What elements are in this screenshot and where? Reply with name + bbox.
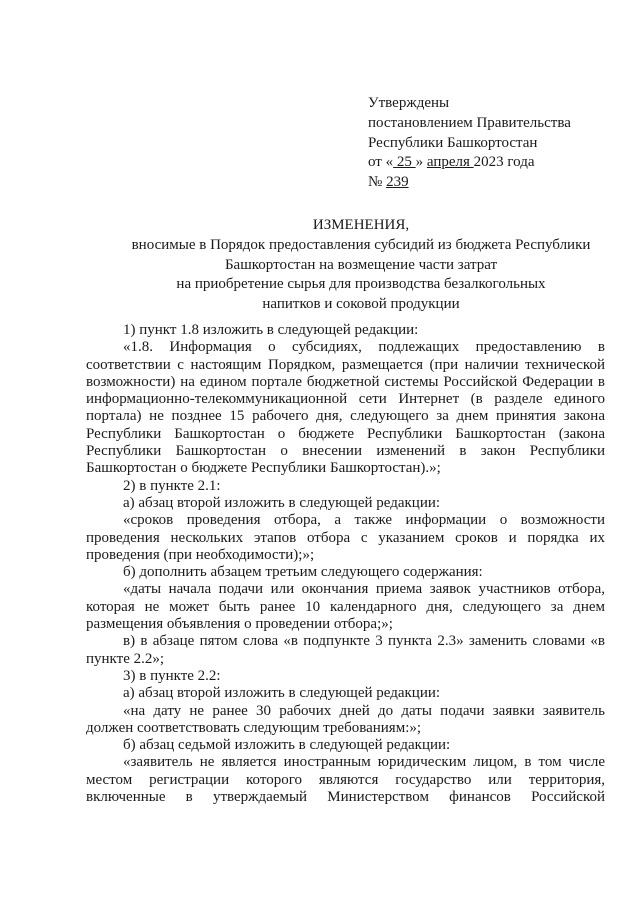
paragraph: 2) в пункте 2.1:	[123, 477, 221, 494]
republic-label: Республики Башкортостан	[368, 134, 538, 151]
date-mid: »	[415, 154, 427, 171]
paragraph: «даты начала подачи или окончания приема заявок участников отбора, которая не может быть ранее 10 календарного дня, следующего за днем размещения объявления о проведении отбора;»;	[86, 581, 605, 633]
document-body	[86, 322, 605, 806]
date-day: 25	[393, 154, 416, 171]
date-year: 2023 года	[473, 154, 535, 171]
document-title	[104, 216, 618, 315]
number-value: 239	[386, 174, 409, 191]
paragraph: «1.8. Информация о субсидиях, подлежащих предоставлению в соответствии с настоящим Порядком, размещается (при наличии технической возможности) на едином портале бюджетной системы Российской Федерации в информационно-телекоммуникационной сети Интернет (в разделе единого портала) не позднее 15 рабочего дня, следующего за днем принятия закона Республики Башкортостан о бюджете Республики Башкортостан (закона Республики Башкортостан о внесении изменений в закон Республики Башкортостан о бюджете Республики Башкортостан).»;	[86, 339, 605, 477]
title-heading: ИЗМЕНЕНИЯ,	[312, 217, 410, 233]
title-line-3: на приобретение сырья для производства безалкогольных	[176, 276, 546, 293]
approval-number	[368, 173, 571, 193]
approval-stamp	[368, 94, 571, 193]
approved-by-label: постановлением Правительства	[368, 114, 571, 131]
paragraph: б) абзац седьмой изложить в следующей редакции:	[123, 737, 451, 754]
title-line-2: Башкортостан на возмещение части затрат	[224, 256, 498, 273]
approved-label: Утверждены	[368, 95, 450, 111]
number-prefix: №	[368, 174, 387, 191]
paragraph: «на дату не ранее 30 рабочих дней до даты подачи заявки заявитель должен соответствовать следующим требованиям:»;	[86, 702, 605, 736]
date-prefix: от «	[368, 154, 394, 171]
date-month: апреля	[426, 154, 474, 171]
paragraph: 1) пункт 1.8 изложить в следующей редакции:	[123, 322, 419, 338]
paragraph: «заявитель не является иностранным юридическим лицом, в том числе местом регистрации которого являются государство или территория, включенные в утверждаемый Министерством финансов Российской	[86, 754, 605, 806]
approval-date	[368, 153, 571, 173]
paragraph: а) абзац второй изложить в следующей редакции:	[123, 685, 441, 702]
title-line-1: вносимые в Порядок предоставления субсидий из бюджета Республики	[131, 236, 591, 253]
paragraph: 3) в пункте 2.2:	[123, 667, 221, 684]
paragraph: а) абзац второй изложить в следующей редакции:	[123, 494, 441, 511]
paragraph: б) дополнить абзацем третьим следующего содержания:	[123, 564, 483, 581]
title-line-4: напитков и соковой продукции	[262, 296, 460, 313]
paragraph: «сроков проведения отбора, а также информации о возможности проведения нескольких этапов отбора с указанием сроков и порядка их проведения (при необходимости);»;	[86, 512, 605, 563]
paragraph: в) в абзаце пятом слова «в подпункте 3 пункта 2.3» заменить словами «в пункте 2.2»;	[86, 633, 605, 667]
